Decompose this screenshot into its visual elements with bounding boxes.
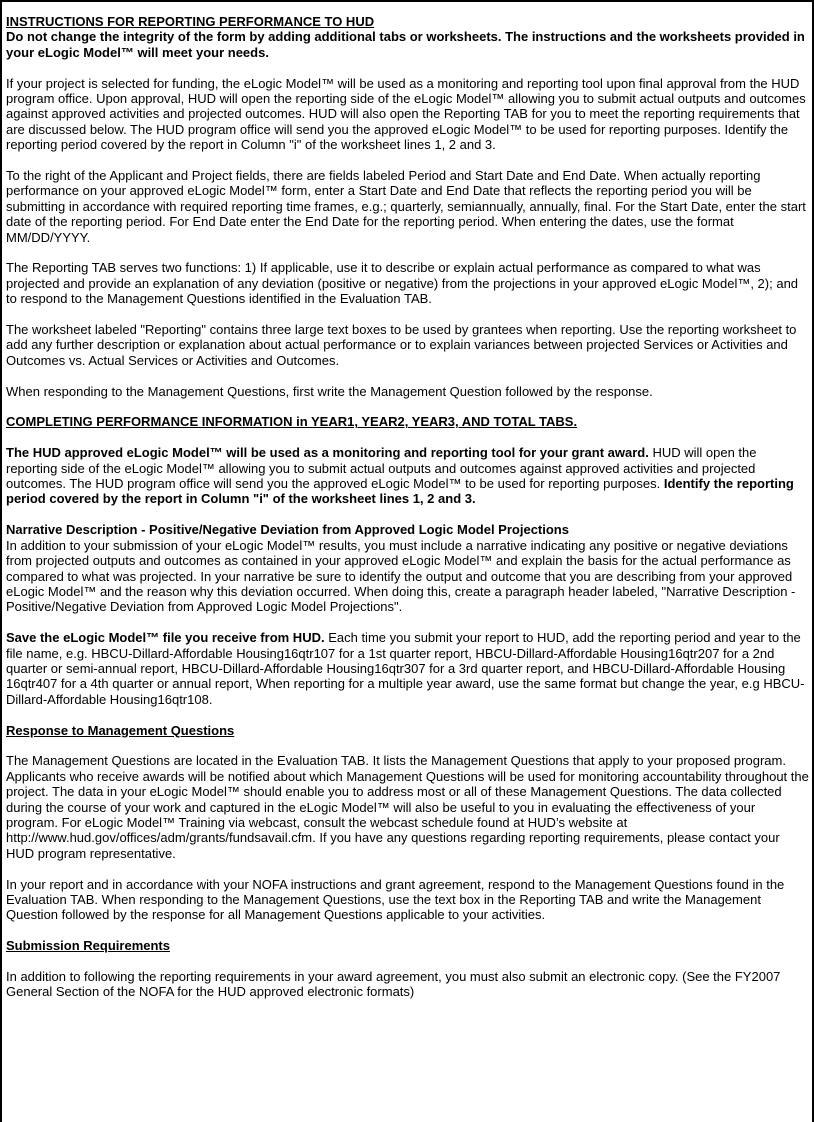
para-save-file xyxy=(6,630,809,707)
para-management-questions-location: The Management Questions are located in the Evaluation TAB. It lists the Management Questions that apply to your proposed program. Applicants who receive awards will be notified about which Management Questions will be used for monitoring accountability throughout the project. The data in your eLogic Model™ should enable you to address most or all of these Management Questions. The data collected during the course of your work and captured in the eLogic Model™ will also be useful to you in evaluating the effectiveness of your program. For eLogic Model™ Training via webcast, consult the webcast schedule found at HUD’s website at http://www.hud.gov/offices/adm/grants/fundsavail.cfm. If you have any questions regarding reporting requirements, please contact your HUD program representative. xyxy=(6,753,809,861)
para-funding-approval: If your project is selected for funding, the eLogic Model™ will be used as a monitoring and reporting tool upon final approval from the HUD program office. Upon approval, HUD will open the reporting side of the eLogic Model™ allowing you to submit actual outputs and outcomes against approved activities and projected outcomes. HUD will also open the Reporting TAB for you to meet the reporting requirements that are discussed below. The HUD program office will send you the approved eLogic Model™ to be used for reporting purposes. Identify the reporting period covered by the report in Column "i" of the worksheet lines 1, 2 and 3. xyxy=(6,75,806,153)
para-reporting-worksheet: The worksheet labeled "Reporting" contains three large text boxes to be used by grantees when reporting. Use the reporting worksheet to add any further description or explanation about actual performance or to explain variances between projected Services or Activities and Outcomes vs. Actual Services or Activities and Outcomes. xyxy=(6,322,797,368)
para-hud-approved-middle: HUD will open the reporting side of the eLogic Model™ allowing you to submit actual outputs and outcomes against approved activities and projected outcomes. The HUD program office will send you the approved eLogic Model™ to be used for reporting purposes. xyxy=(6,445,757,492)
intro-warning-text: Do not change the integrity of the form by adding additional tabs or worksheets. The instructions and the worksheets provided in your eLogic Model™ will meet your needs. xyxy=(6,29,805,60)
para-hud-approved-model xyxy=(6,445,809,507)
para-management-questions-respond: In your report and in accordance with your NOFA instructions and grant agreement, respond to the Management Questions found in the Evaluation TAB. When responding to the Management Questions, use the text box in the Reporting TAB and write the Management Question followed by the response for all Management Questions applicable to your activities. xyxy=(6,876,785,923)
page-title: INSTRUCTIONS FOR REPORTING PERFORMANCE TO HUD xyxy=(6,14,375,29)
para-hud-approved-bold-lead: The HUD approved eLogic Model™ will be used as a monitoring and reporting tool for your grant award. xyxy=(6,445,649,461)
para-save-file-bold-lead: Save the eLogic Model™ file you receive from HUD. xyxy=(6,630,325,646)
para-save-file-rest: Each time you submit your report to HUD, add the reporting period and year to the file name, e.g. HBCU-Dillard-Affordable Housing16qtr107 for a 1st quarter report, HBCU-Dillard-Affordable Housing16qtr207 for a 2nd quarter or semi-annual report, HBCU-Dillard-Affordable Housing16qtr307 for a 3rd quarter report, and HBCU-Dillard-Affordable Housing 16qtr407 for a 4th quarter or annual report, When reporting for a multiple year award, use the same format but change the year, e.g HBCU-Dillard-Affordable Housing16qtr108. xyxy=(6,630,805,707)
para-responding-management-questions: When responding to the Management Questions, first write the Management Question followed by the response. xyxy=(6,383,653,399)
para-hud-approved-bold-tail: Identify the reporting period covered by the report in Column "i" of the worksheet lines 1, 2 and 3. xyxy=(6,476,794,507)
heading-response-management-questions: Response to Management Questions xyxy=(6,722,235,738)
para-narrative-description-body: In addition to your submission of your eLogic Model™ results, you must include a narrative indicating any positive or negative deviations from projected outputs and outcomes as contained in your approved eLogic Model™ and explain the basis for the actual performance as compared to what was projected. In your narrative be sure to identify the output and outcome that you are describing from your approved eLogic Model™ and the reason why this deviation occurred. When doing this, create a paragraph header labeled, "Narrative Description - Positive/Negative Deviation from Approved Logic Model Projections". xyxy=(6,537,796,615)
heading-narrative-description: Narrative Description - Positive/Negative Deviation from Approved Logic Model Projections xyxy=(6,522,569,538)
heading-submission-requirements: Submission Requirements xyxy=(6,938,170,954)
para-reporting-tab-functions: The Reporting TAB serves two functions: 1) If applicable, use it to describe or explain actual performance as compared to what was projected and provide an explanation of any deviation (positive or negative) from the projections in your approved eLogic Model™, 2); and to respond to the Management Questions identified in the Evaluation TAB. xyxy=(6,260,799,307)
para-submission-electronic-copy: In addition to following the reporting requirements in your award agreement, you must also submit an electronic copy. (See the FY2007 General Section of the NOFA for the HUD approved electronic formats) xyxy=(6,968,781,1000)
para-period-start-end-dates: To the right of the Applicant and Project fields, there are fields labeled Period and Start Date and End Date. When actually reporting performance on your approved eLogic Model™ form, enter a Start Date and End Date that reflects the reporting period you will be submitting in accordance with required reporting time frames, e.g.; quarterly, semiannually, annually, final. For the Start Date, enter the start date of the reporting period. For End Date enter the End Date for the reporting period. When entering the dates, use the format MM/DD/YYYY. xyxy=(6,168,806,245)
heading-completing-performance: COMPLETING PERFORMANCE INFORMATION in YEAR1, YEAR2, YEAR3, AND TOTAL TABS. xyxy=(6,414,578,430)
